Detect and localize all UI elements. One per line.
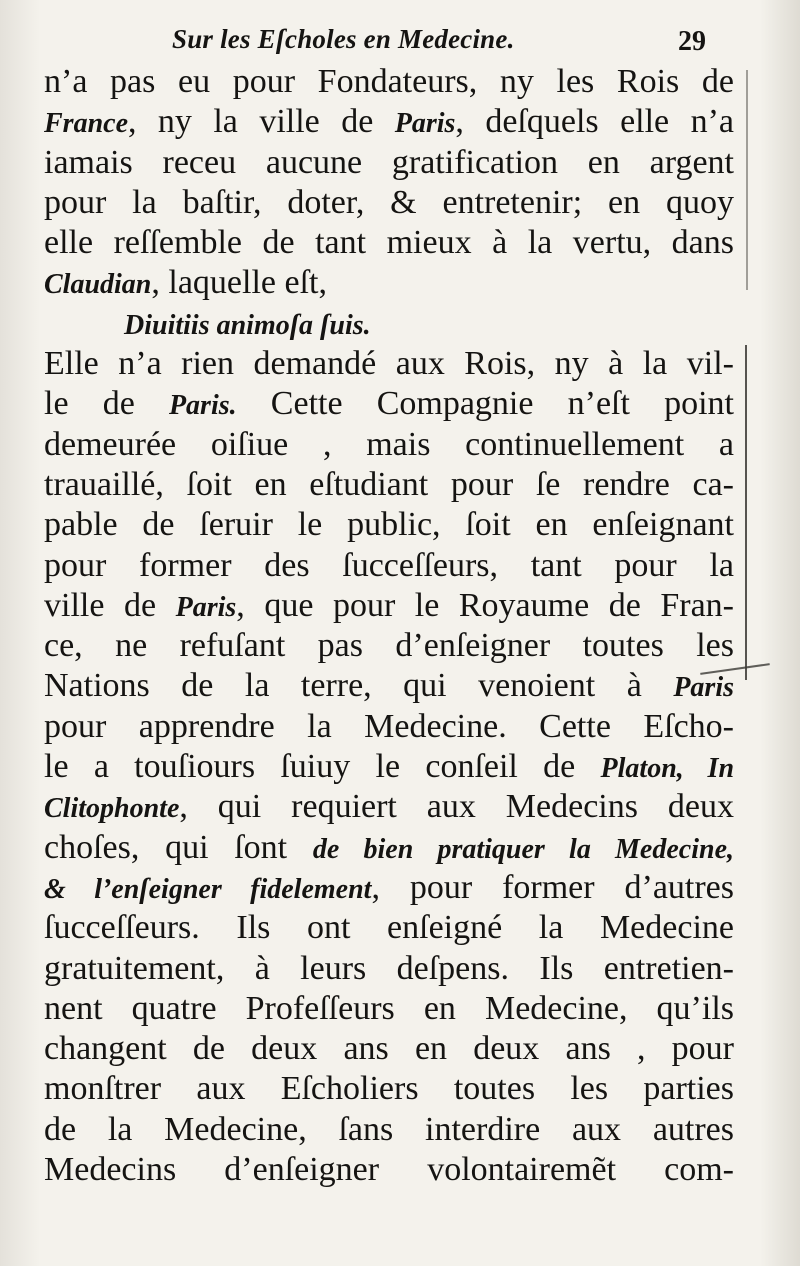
text-line — [44, 223, 734, 263]
text-line — [44, 102, 734, 142]
text-segment: Medecins d’enſeigner volontairemẽt com- — [44, 1151, 734, 1189]
text-segment: changent de deux ans en deux ans , pour — [44, 1030, 734, 1068]
text-line — [44, 989, 734, 1029]
text-segment: ce, ne refuſant pas d’enſeigner toutes les — [44, 627, 734, 665]
italic-segment: Paris — [394, 108, 456, 140]
text-line — [44, 304, 734, 344]
text-segment: gratuitement, à leurs deſpens. Ils entretien- — [44, 949, 734, 987]
text-line — [44, 1150, 734, 1190]
margin-rule-upper — [746, 70, 748, 290]
text-line — [44, 263, 734, 303]
text-segment: , ny la ville de — [128, 103, 395, 141]
text-line — [44, 707, 734, 747]
text-line — [44, 908, 734, 948]
text-segment: elle reſſemble de tant mieux à la vertu, dans — [44, 224, 734, 262]
text-segment: pour la baſtir, doter, & entretenir; en quoy — [44, 183, 734, 221]
italic-segment: Paris — [673, 672, 734, 704]
text-segment: , pour former d’autres — [371, 868, 734, 906]
italic-segment: Diuitiis animoſa ſuis. — [124, 309, 371, 341]
text-line — [44, 1110, 734, 1150]
italic-segment: Paris — [175, 591, 237, 623]
italic-segment: Claudian — [44, 269, 152, 301]
text-line — [44, 505, 734, 545]
text-segment: pable de ſeruir le public, ſoit en enſeignant — [44, 506, 734, 544]
text-segment: Cette Compagnie n’eſt point — [236, 385, 734, 423]
italic-segment: & l’enſeigner fidelement — [44, 873, 372, 905]
text-line — [44, 384, 734, 424]
text-segment: n’a pas eu pour Fondateurs, ny les Rois de — [44, 63, 734, 100]
text-line — [44, 787, 734, 827]
text-line — [44, 626, 734, 666]
body-text — [44, 62, 734, 1190]
text-segment: choſes, qui ſont — [44, 828, 313, 866]
text-segment: trauaillé, ſoit en eſtudiant pour ſe rendre ca- — [44, 465, 734, 503]
italic-segment: Clitophonte — [44, 793, 180, 825]
margin-rule-lower — [745, 345, 747, 680]
text-segment: de la Medecine, ſans interdire aux autres — [44, 1110, 734, 1148]
text-line — [44, 183, 734, 223]
text-line — [44, 425, 734, 465]
page-number: 29 — [678, 26, 706, 57]
text-segment: ſucceſſeurs. Ils ont enſeigné la Medecine — [44, 909, 734, 947]
text-segment: le de — [44, 385, 169, 423]
text-line — [44, 62, 734, 102]
text-line — [44, 1029, 734, 1069]
text-segment: le a touſiours ſuiuy le conſeil de — [44, 748, 601, 786]
text-line — [44, 344, 734, 384]
text-segment: , que pour le Royaume de Fran- — [236, 586, 734, 624]
text-segment: Elle n’a rien demandé aux Rois, ny à la vil- — [44, 345, 734, 383]
text-segment: Nations de la terre, qui venoient à — [44, 667, 674, 705]
italic-segment: Paris. — [168, 390, 237, 422]
text-line — [44, 828, 734, 868]
text-segment: , qui requiert aux Medecins deux — [179, 788, 734, 826]
italic-segment: de bien pratiquer la Medecine, — [312, 833, 734, 865]
text-segment: pour former des ſucceſſeurs, tant pour la — [44, 546, 734, 584]
italic-segment: Platon, In — [600, 753, 735, 785]
page-header — [0, 22, 800, 62]
text-line — [44, 949, 734, 989]
text-line — [44, 465, 734, 505]
italic-segment: France — [44, 108, 128, 140]
text-line — [44, 868, 734, 908]
text-segment: pour apprendre la Medecine. Cette Eſcho- — [44, 707, 734, 745]
text-segment: , laquelle eſt, — [151, 264, 327, 302]
text-line — [44, 586, 734, 626]
text-line — [44, 666, 734, 706]
text-segment: demeurée oiſiue , mais continuellement a — [44, 425, 734, 463]
text-segment: monſtrer aux Eſcholiers toutes les parties — [44, 1070, 734, 1108]
text-segment: iamais receu aucune gratification en argent — [44, 143, 734, 181]
text-segment: , deſquels elle n’a — [455, 103, 734, 141]
text-line — [44, 1069, 734, 1109]
text-segment: nent quatre Profeſſeurs en Medecine, qu’ils — [44, 989, 734, 1027]
running-title: Sur les Eſcholes en Medecine. — [172, 24, 515, 54]
text-line — [44, 747, 734, 787]
text-line — [44, 546, 734, 586]
text-line — [44, 143, 734, 183]
text-segment: ville de — [44, 586, 176, 624]
